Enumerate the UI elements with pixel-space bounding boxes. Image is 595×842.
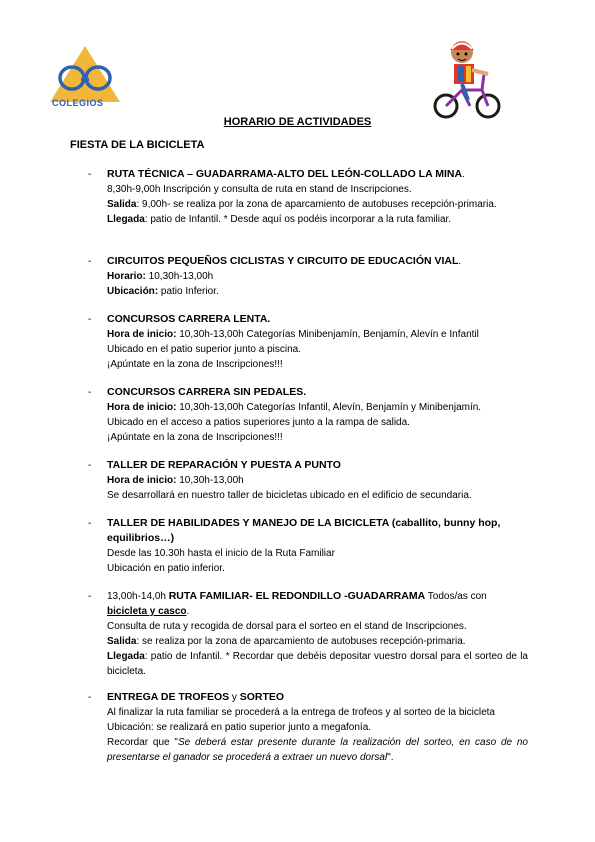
underlined-tail: . (186, 606, 190, 617)
activity-carrera-sin-pedales (88, 385, 528, 445)
salida-text: : 9,00h- se realiza por la zona de aparcamiento de autobuses recepción-primaria. (136, 199, 497, 210)
activity-heading-2: SORTEO (239, 691, 285, 703)
salida-label: Salida (107, 199, 137, 210)
logo-text: COLEGIOS (52, 98, 104, 108)
ubicacion-text: patio Inferior. (158, 286, 219, 297)
hora-label: Hora de inicio: (107, 475, 177, 486)
heading-tail: . (458, 256, 462, 267)
list-dash: - (88, 387, 92, 398)
quote-close: ". (387, 752, 394, 763)
hora-text: 10,30h-13,00h Categorías Minibenjamín, Benjamín, Alevín e Infantil (176, 329, 479, 340)
activity-entrega-trofeos (88, 690, 528, 765)
activity-line: ¡Apúntate en la zona de Inscripciones!!! (107, 432, 283, 443)
activity-carrera-lenta (88, 312, 528, 372)
heading-mid: y (229, 692, 240, 703)
activity-ruta-familiar (88, 589, 528, 679)
page-title: HORARIO DE ACTIVIDADES (223, 116, 372, 128)
activity-circuitos (88, 254, 528, 299)
activity-line: Ubicación: se realizará en patio superior junto a megafonía. (107, 722, 372, 733)
activity-line: Ubicado en el acceso a patios superiores junto a la rampa de salida. (107, 417, 410, 428)
hora-text: 10,30h-13,00h Categorías Infantil, Alevín, Benjamín y Minibenjamín. (176, 402, 482, 413)
quote-text: Se deberá estar presente durante la realización del sorteo, en caso de no presentarse el ganador se procederá a extraer un nuevo dorsal (107, 737, 528, 763)
activity-line: ¡Apúntate en la zona de Inscripciones!!! (107, 359, 283, 370)
list-dash: - (88, 256, 92, 267)
activity-heading: ENTREGA DE TROFEOS (107, 691, 230, 703)
horario-text: 10,30h-13,00h (145, 271, 214, 282)
activity-heading: TALLER DE HABILIDADES Y MANEJO DE LA BICICLETA (caballito, bunny hop, equilibrios…) (107, 517, 501, 544)
page-subtitle: FIESTA DE LA BICICLETA (70, 139, 205, 151)
bicicleta-casco-text: bicicleta y casco (107, 606, 187, 617)
activity-line: Ubicado en el patio superior junto a piscina. (107, 344, 302, 355)
list-dash: - (88, 314, 92, 325)
activity-ruta-tecnica (88, 167, 528, 227)
list-dash: - (88, 460, 92, 471)
kid-on-bicycle-illustration (432, 34, 502, 124)
list-dash: - (88, 692, 92, 703)
activity-heading: CONCURSOS CARRERA LENTA. (107, 313, 271, 325)
horario-label: Horario: (107, 271, 146, 282)
activity-line: 8,30h-9,00h Inscripción y consulta de ruta en stand de Inscripciones. (107, 184, 412, 195)
hora-text: 10,30h-13,00h (176, 475, 244, 486)
activity-line: Desde las 10.30h hasta el inicio de la Ruta Familiar (107, 548, 335, 559)
llegada-text: : patio de Infantil. * Desde aquí os podéis incorporar a la ruta familiar. (144, 214, 452, 225)
llegada-label: Llegada (107, 651, 145, 662)
activity-line: Consulta de ruta y recogida de dorsal para el sorteo en el stand de Inscripciones. (107, 621, 467, 632)
salida-label: Salida (107, 636, 137, 647)
list-dash: - (88, 591, 92, 602)
heading-tail: . (462, 169, 465, 180)
activity-taller-habilidades (88, 516, 528, 576)
activity-line: Se desarrollará en nuestro taller de bicicletas ubicado en el edificio de secundaria. (107, 490, 472, 501)
activity-line: Ubicación en patio inferior. (107, 563, 225, 574)
activity-line: Al finalizar la ruta familiar se procederá a la entrega de trofeos y al sorteo de la bicicleta (107, 707, 495, 718)
activity-heading: CONCURSOS CARRERA SIN PEDALES. (107, 386, 307, 398)
quote-open: Recordar que " (107, 737, 178, 748)
activity-heading: RUTA TÉCNICA – GUADARRAMA-ALTO DEL LEÓN-COLLADO LA MINA (107, 168, 463, 180)
heading-tail: Todos/as con (425, 591, 487, 602)
activity-heading: RUTA FAMILIAR- EL REDONDILLO -GUADARRAMA (168, 590, 426, 602)
ubicacion-label: Ubicación: (107, 286, 159, 297)
salida-text: : se realiza por la zona de aparcamiento de autobuses recepción-primaria. (136, 636, 466, 647)
activity-heading: TALLER DE REPARACIÓN Y PUESTA A PUNTO (107, 459, 341, 471)
list-dash: - (88, 518, 92, 529)
activity-heading: CIRCUITOS PEQUEÑOS CICLISTAS Y CIRCUITO DE EDUCACIÓN VIAL (107, 255, 459, 267)
hora-label: Hora de inicio: (107, 329, 177, 340)
llegada-text: : patio de Infantil. * Recordar que debéis depositar vuestro dorsal para el sorteo de la bicicleta. (107, 651, 528, 677)
list-dash: - (88, 169, 92, 180)
llegada-label: Llegada (107, 214, 145, 225)
activity-taller-reparacion (88, 458, 528, 503)
activity-time: 13,00h-14,0h (107, 591, 169, 602)
hora-label: Hora de inicio: (107, 402, 177, 413)
